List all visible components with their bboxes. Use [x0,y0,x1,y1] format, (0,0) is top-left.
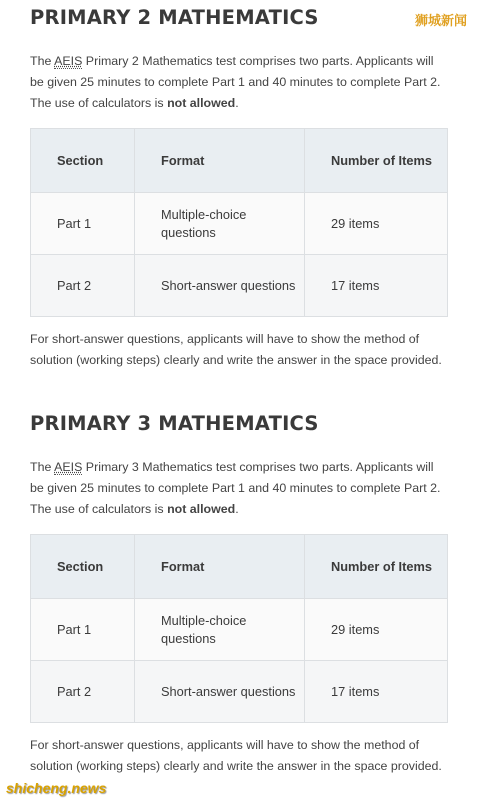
primary-2-section [30,5,447,371]
header-section: Section [31,129,135,193]
cell-items: 29 items [305,193,448,255]
header-format: Format [135,535,305,599]
section-title: PRIMARY 3 MATHEMATICS [30,412,319,435]
not-allowed-emphasis: not allowed [167,502,236,516]
cell-format: Short-answer questions [135,661,305,723]
table-header-row [31,535,448,599]
table-row [31,661,448,723]
watermark-logo-bottom: shicheng.news [6,780,107,796]
header-number-of-items: Number of Items [305,535,448,599]
cell-format: Multiple-choice questions [135,193,305,255]
table-row [31,255,448,317]
intro-text-middle: Primary 3 Mathematics test comprises two parts. Applicants will be given 25 minutes to complete Part 1 and 40 minutes to complete Part 2. The use of calculators is [30,460,441,516]
test-format-table [30,128,448,317]
intro-text-start: The [30,460,55,474]
table-row [31,193,448,255]
aeis-abbreviation: AEIS [54,54,83,68]
aeis-abbreviation: AEIS [54,460,83,474]
cell-section: Part 1 [31,599,135,661]
cell-format: Multiple-choice questions [135,599,305,661]
test-format-table [30,534,448,723]
table-row [31,599,448,661]
table-header-row [31,129,448,193]
cell-section: Part 1 [31,193,135,255]
cell-section: Part 2 [31,661,135,723]
intro-text-middle: Primary 2 Mathematics test comprises two parts. Applicants will be given 25 minutes to complete Part 1 and 40 minutes to complete Part 2. The use of calculators is [30,54,441,110]
intro-paragraph [30,51,447,114]
intro-text-end: . [235,96,239,110]
header-format: Format [135,129,305,193]
cell-section: Part 2 [31,255,135,317]
header-section: Section [31,535,135,599]
intro-paragraph [30,457,447,520]
cell-items: 17 items [305,661,448,723]
watermark-logo-top: 狮城新闻 [414,13,467,28]
primary-3-section [30,411,447,777]
intro-text-end: . [235,502,239,516]
not-allowed-emphasis: not allowed [167,96,236,110]
intro-text-start: The [30,54,55,68]
note-paragraph: For short-answer questions, applicants will have to show the method of solution (working steps) clearly and write the answer in the space provided. [30,332,442,367]
header-number-of-items: Number of Items [305,129,448,193]
cell-items: 29 items [305,599,448,661]
cell-format: Short-answer questions [135,255,305,317]
cell-items: 17 items [305,255,448,317]
note-paragraph: For short-answer questions, applicants will have to show the method of solution (working steps) clearly and write the answer in the space provided. [30,738,442,773]
section-title: PRIMARY 2 MATHEMATICS [30,6,319,29]
